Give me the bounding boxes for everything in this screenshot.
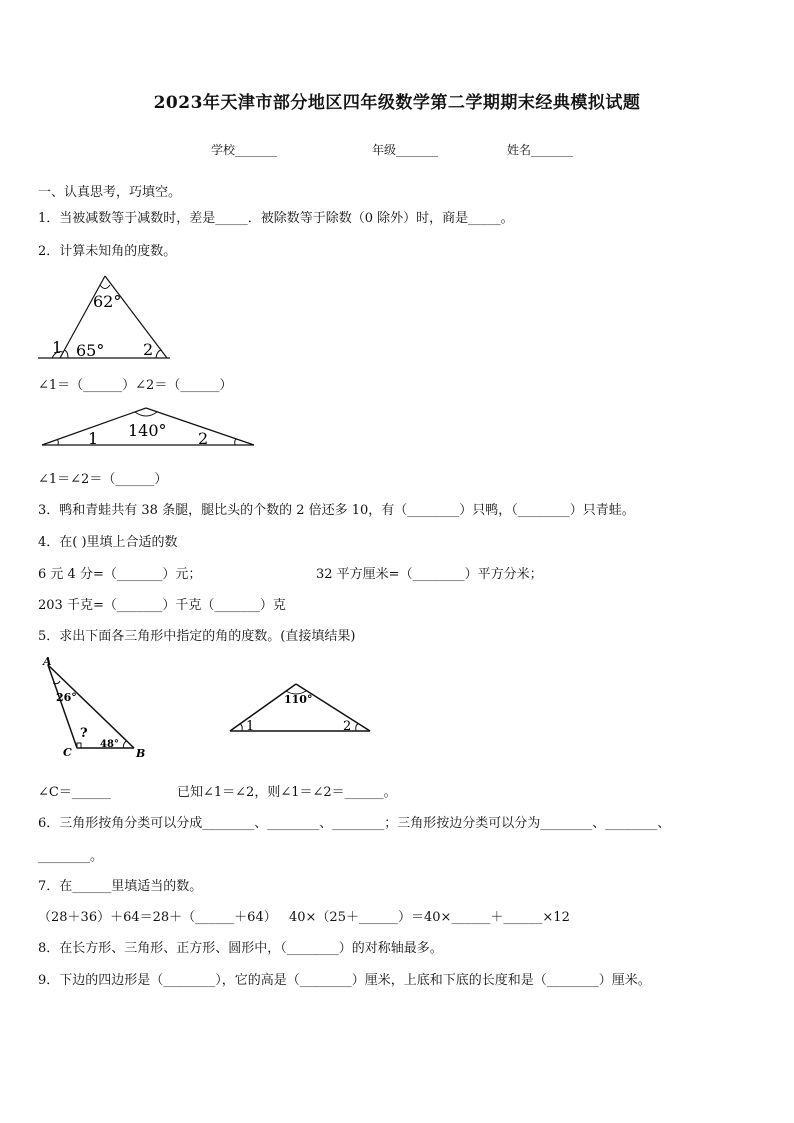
question-5: 5．求出下面各三角形中指定的角的度数。(直接填结果) bbox=[38, 629, 356, 644]
q5-obtuse-triangle-figure bbox=[224, 680, 376, 736]
q2-angle-label-2: 2 bbox=[143, 340, 154, 359]
question-4: 4．在( )里填上合适的数 bbox=[38, 535, 178, 550]
question-4b: 32 平方厘米=（________）平方分米； bbox=[316, 567, 543, 582]
angle-b-value: 48° bbox=[100, 739, 119, 750]
question-9: 9．下边的四边形是（________），它的高是（________）厘米，上底和下底的长度和是（________）厘米。 bbox=[38, 973, 651, 988]
q5-triangle-abc-figure bbox=[36, 655, 156, 763]
name-field: 姓名_______ bbox=[507, 143, 574, 157]
q2-answer-2: ∠1＝∠2＝（______） bbox=[38, 472, 168, 487]
school-field: 学校_______ bbox=[211, 143, 278, 157]
q2-top-angle: 62° bbox=[93, 292, 122, 311]
question-7b: 40×（25＋______）＝40×______＋______×12 bbox=[289, 910, 570, 925]
unknown-angle-mark: ? bbox=[80, 726, 88, 741]
question-6-continued: ________。 bbox=[38, 849, 104, 864]
grade-field: 年级_______ bbox=[372, 143, 439, 157]
question-7a: （28＋36）＋64＝28＋（______＋64） bbox=[38, 910, 277, 925]
q5-answer-2: 已知∠1＝∠2，则∠1＝∠2＝______。 bbox=[177, 785, 397, 800]
q2-angle-label-1: 1 bbox=[52, 338, 63, 357]
vertex-a-label: A bbox=[43, 655, 52, 668]
question-4a: 6 元 4 分=（_______）元； bbox=[38, 567, 202, 582]
q2-triangle-figure bbox=[30, 270, 180, 365]
q2-bottom-angle: 65° bbox=[76, 341, 105, 360]
question-4c: 203 千克=（_______）千克（_______）克 bbox=[38, 598, 286, 613]
question-2: 2．计算未知角的度数。 bbox=[38, 244, 177, 259]
page-title: 2023年天津市部分地区四年级数学第二学期期末经典模拟试题 bbox=[153, 93, 641, 113]
vertex-b-label: B bbox=[136, 747, 146, 760]
question-7: 7．在______里填适当的数。 bbox=[38, 879, 203, 894]
q5-obtuse-angle: 110° bbox=[284, 693, 313, 706]
question-1: 1．当被减数等于减数时，差是_____．被除数等于除数（0 除外）时，商是_____。 bbox=[38, 211, 514, 226]
q2b-angle-label-1: 1 bbox=[88, 429, 99, 448]
q5b-angle-label-1: 1 bbox=[246, 719, 255, 734]
question-8: 8．在长方形、三角形、正方形、圆形中，（________）的对称轴最多。 bbox=[38, 941, 443, 956]
q5b-angle-label-2: 2 bbox=[343, 719, 352, 734]
question-6: 6．三角形按角分类可以分成________、________、________；三角形按边分类可以分为________、________、 bbox=[38, 816, 671, 831]
q5-answer-1: ∠C＝______ bbox=[38, 785, 111, 800]
section-heading: 一、认真思考，巧填空。 bbox=[38, 185, 182, 200]
question-3: 3．鸭和青蛙共有 38 条腿，腿比头的个数的 2 倍还多 10，有（________）只鸭，（________）只青蛙。 bbox=[38, 503, 635, 518]
q2-obtuse-angle: 140° bbox=[128, 421, 167, 440]
q2b-angle-label-2: 2 bbox=[198, 429, 209, 448]
angle-a-value: 26° bbox=[56, 691, 77, 704]
q2-answer-1: ∠1＝（______）∠2＝（______） bbox=[38, 378, 233, 393]
q2-obtuse-triangle-figure bbox=[38, 404, 258, 448]
vertex-c-label: C bbox=[63, 746, 72, 759]
